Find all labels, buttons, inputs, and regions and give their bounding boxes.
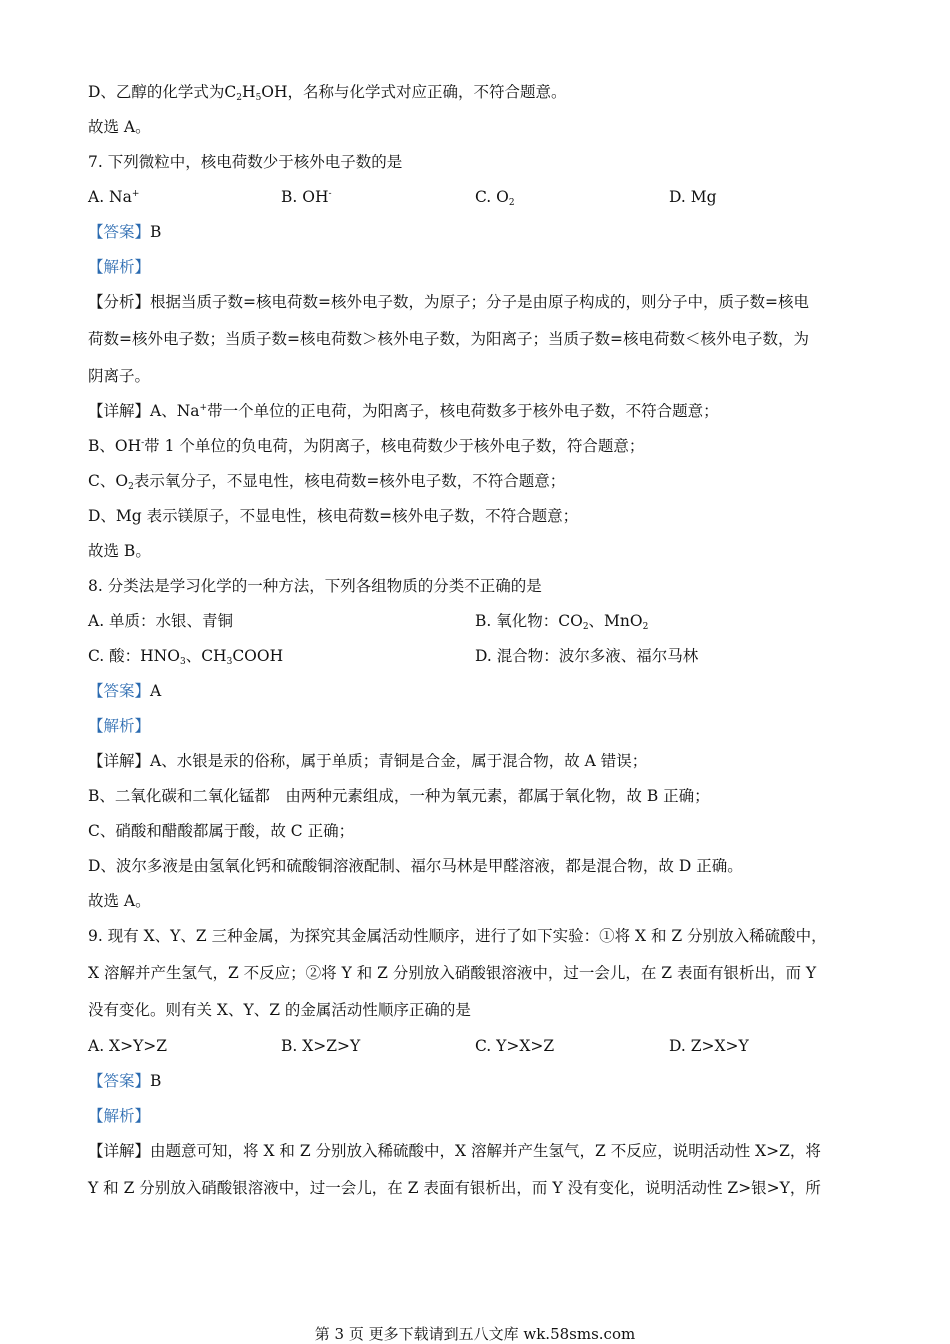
- q7-fenxi-line-2: 荷数=核外电子数；当质子数=核电荷数＞核外电子数，为阳离子；当质子数=核电荷数＜核外电子数，为: [88, 330, 809, 348]
- q7-stem: 7. 下列微粒中，核电荷数少于核外电子数的是: [88, 153, 403, 171]
- q8-option-b: B. 氧化物：$CO_2$、MnO$_2$: [475, 612, 649, 632]
- q9-stem-line-2: X 溶解并产生氢气，Z 不反应；②将 Y 和 Z 分别放入硝酸银溶液中，过一会儿，在 Z 表面有银析出，而 Y: [88, 964, 817, 982]
- q7-option-a: A. Na+: [88, 188, 140, 206]
- q9-detail-line-1: 【详解】由题意可知，将 X 和 Z 分别放入稀硫酸中，X 溶解并产生氢气，Z 不反应，说明活动性 X>Z，将: [88, 1142, 821, 1160]
- q7-detail-a: 【详解】A、Na+带一个单位的正电荷，为阳离子，核电荷数多于核外电子数，不符合题意；: [88, 402, 719, 420]
- q8-answer: 【答案】A: [88, 682, 162, 700]
- q9-detail-line-2: Y 和 Z 分别放入硝酸银溶液中，过一会儿，在 Z 表面有银析出，而 Y 没有变化，说明活动性 Z>银>Y，所: [88, 1179, 821, 1197]
- q7-choose: 故选 B。: [88, 542, 151, 560]
- q6-option-d-explanation: D、乙醇的化学式为$C_2H_5OH$，名称与化学式对应正确，不符合题意。: [88, 83, 567, 103]
- q8-choose: 故选 A。: [88, 892, 151, 910]
- q6-choose: 故选 A。: [88, 118, 151, 136]
- q7-fenxi-line-1: 【分析】根据当质子数=核电荷数=核外电子数，为原子；分子是由原子构成的，则分子中，质子数=核电: [88, 293, 809, 311]
- page-footer: 第 3 页 更多下载请到五八文库 wk.58sms.com: [314, 1325, 636, 1343]
- q8-detail-d: D、波尔多液是由氢氧化钙和硫酸铜溶液配制、福尔马林是甲醛溶液，都是混合物，故 D 正确。: [88, 857, 743, 875]
- q9-analysis-tag: 【解析】: [88, 1107, 151, 1125]
- q9-option-c: C. Y>X>Z: [475, 1037, 555, 1055]
- q7-fenxi-line-3: 阴离子。: [88, 367, 151, 385]
- q7-option-d: D. Mg: [669, 188, 717, 206]
- q7-option-b: B. OH-: [281, 188, 332, 206]
- answer-tag: 【答案】: [88, 223, 151, 241]
- q8-detail-a: 【详解】A、水银是汞的俗称，属于单质；青铜是合金，属于混合物，故 A 错误；: [88, 752, 648, 770]
- q9-option-d: D. Z>X>Y: [669, 1037, 749, 1055]
- q7-detail-b: B、OH-带 1 个单位的负电荷，为阴离子，核电荷数少于核外电子数，符合题意；: [88, 437, 645, 455]
- q8-detail-b: B、二氧化碳和二氧化锰都 由两种元素组成，一种为氧元素，都属于氧化物，故 B 正确；: [88, 787, 710, 805]
- q9-option-b: B. X>Z>Y: [281, 1037, 361, 1055]
- q7-detail-d: D、Mg 表示镁原子，不显电性，核电荷数=核外电子数，不符合题意；: [88, 507, 579, 525]
- q8-option-c: C. 酸：$HNO_3$、$CH_3COOH$: [88, 647, 284, 667]
- q8-option-d: D. 混合物：波尔多液、福尔马林: [475, 647, 699, 665]
- q8-analysis-tag: 【解析】: [88, 717, 151, 735]
- q8-stem: 8. 分类法是学习化学的一种方法，下列各组物质的分类不正确的是: [88, 577, 542, 595]
- q8-option-a: A. 单质：水银、青铜: [88, 612, 234, 630]
- q7-analysis-tag: 【解析】: [88, 258, 151, 276]
- q7-option-c: C. $O_2$: [475, 188, 515, 208]
- q9-answer: 【答案】B: [88, 1072, 162, 1090]
- answer-tag: 【答案】: [88, 1072, 151, 1090]
- q9-stem-line-1: 9. 现有 X、Y、Z 三种金属，为探究其金属活动性顺序，进行了如下实验：①将 X 和 Z 分别放入稀硫酸中，: [88, 927, 827, 945]
- q7-detail-c: C、$O_2$表示氧分子，不显电性，核电荷数=核外电子数，不符合题意；: [88, 472, 566, 492]
- q9-option-a: A. X>Y>Z: [88, 1037, 168, 1055]
- q8-detail-c: C、硝酸和醋酸都属于酸，故 C 正确；: [88, 822, 355, 840]
- q9-stem-line-3: 没有变化。则有关 X、Y、Z 的金属活动性顺序正确的是: [88, 1001, 471, 1019]
- answer-tag: 【答案】: [88, 682, 151, 700]
- q7-answer: 【答案】B: [88, 223, 162, 241]
